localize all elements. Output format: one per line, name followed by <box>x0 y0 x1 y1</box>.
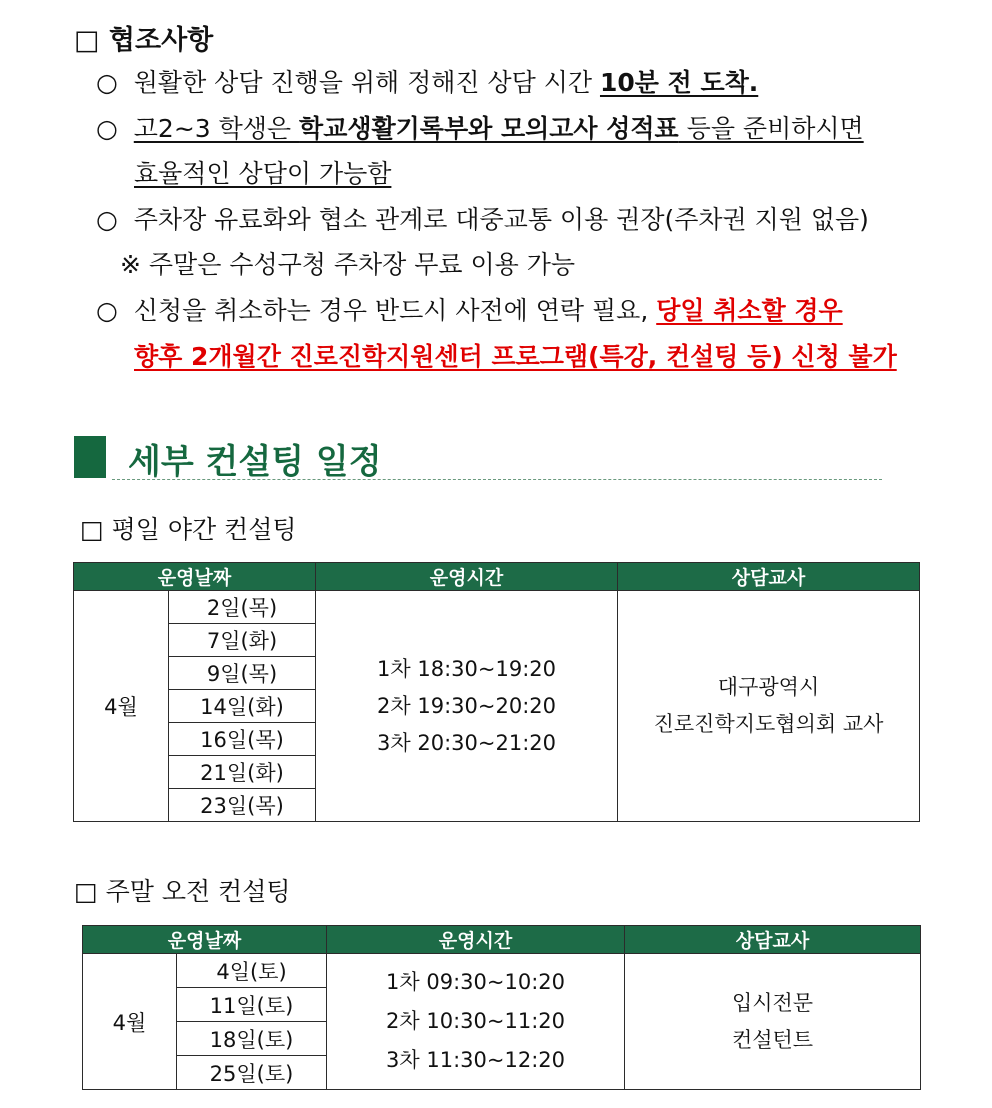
weekend-title: □ 주말 오전 컨설팅 <box>74 877 291 906</box>
teacher-cell <box>618 591 920 822</box>
time-cell <box>327 954 625 1090</box>
table-header-row <box>83 926 921 954</box>
day-cell: 23일(목) <box>169 789 316 822</box>
coop-item-text: 원활한 상담 진행을 위해 정해진 상담 시간 <box>133 68 600 97</box>
teacher-line: 진로진학지도협의회 교사 <box>653 712 884 736</box>
section-title: 세부 컨설팅 일정 <box>128 442 382 482</box>
section-marker <box>74 436 106 478</box>
month-cell: 4월 <box>74 591 169 822</box>
day-cell: 11일(토) <box>177 988 327 1022</box>
header-teacher: 상담교사 <box>618 563 920 591</box>
time-slot: 3차 20:30~21:20 <box>377 730 556 755</box>
header-time: 운영시간 <box>316 563 618 591</box>
weekend-schedule-table <box>82 925 921 1090</box>
coop-item-documents <box>96 112 864 146</box>
time-slot: 2차 10:30~11:20 <box>386 1009 565 1033</box>
month-cell: 4월 <box>83 954 177 1090</box>
day-cell: 7일(화) <box>169 624 316 657</box>
coop-item-emphasis: 10분 전 도착. <box>599 68 759 97</box>
coop-text-bold: 학교생활기록부와 모의고사 성적표 <box>299 114 679 143</box>
time-slot: 2차 19:30~20:20 <box>377 693 556 718</box>
table-header-row <box>74 563 920 591</box>
weekday-schedule-table <box>73 562 920 822</box>
header-date: 운영날짜 <box>83 926 327 954</box>
time-cell <box>316 591 618 822</box>
coop-cancel-warning-cont: 향후 2개월간 진로진학지원센터 프로그램(특강, 컨설팅 등) 신청 불가 <box>134 342 897 371</box>
day-cell: 4일(토) <box>177 954 327 988</box>
time-slot: 1차 18:30~19:20 <box>377 656 556 681</box>
coop-item-parking <box>96 203 869 237</box>
coop-item-parking-note: ※ 주말은 수성구청 주차장 무료 이용 가능 <box>120 250 576 279</box>
teacher-line: 입시전문 <box>731 990 814 1015</box>
day-cell: 16일(목) <box>169 723 316 756</box>
bullet: ○ <box>96 68 118 97</box>
day-cell: 9일(목) <box>169 657 316 690</box>
day-cell: 14일(화) <box>169 690 316 723</box>
bullet: ○ <box>96 296 118 325</box>
teacher-cell <box>625 954 921 1090</box>
coop-item-text: 신청을 취소하는 경우 반드시 사전에 연락 필요, <box>133 296 657 325</box>
header-teacher: 상담교사 <box>625 926 921 954</box>
coop-item-cancel <box>96 294 843 328</box>
coop-cancel-warning: 당일 취소할 경우 <box>656 296 843 325</box>
coop-item-text <box>134 114 864 143</box>
table-row <box>74 591 920 624</box>
section-divider <box>112 479 882 480</box>
bullet: ○ <box>96 205 118 234</box>
coop-item-text: 주차장 유료화와 협소 관계로 대중교통 이용 권장(주차권 지원 없음) <box>133 205 869 234</box>
coop-item-documents-cont: 효율적인 상담이 가능함 <box>134 159 392 188</box>
coop-text-c: 등을 준비하시면 <box>678 114 864 143</box>
day-cell: 21일(화) <box>169 756 316 789</box>
header-time: 운영시간 <box>327 926 625 954</box>
cooperation-title: □ 협조사항 <box>74 25 214 56</box>
coop-item-arrival <box>96 66 758 100</box>
teacher-line: 대구광역시 <box>717 675 820 699</box>
time-slot: 3차 11:30~12:20 <box>386 1048 565 1072</box>
day-cell: 18일(토) <box>177 1022 327 1056</box>
header-date: 운영날짜 <box>74 563 316 591</box>
table-row <box>83 954 921 988</box>
weekday-title: □ 평일 야간 컨설팅 <box>80 515 297 544</box>
day-cell: 2일(목) <box>169 591 316 624</box>
coop-text-a: 고2~3 학생은 <box>133 114 300 143</box>
day-cell: 25일(토) <box>177 1056 327 1090</box>
bullet: ○ <box>96 114 118 143</box>
time-slot: 1차 09:30~10:20 <box>386 970 565 994</box>
teacher-line: 컨설턴트 <box>731 1027 814 1052</box>
